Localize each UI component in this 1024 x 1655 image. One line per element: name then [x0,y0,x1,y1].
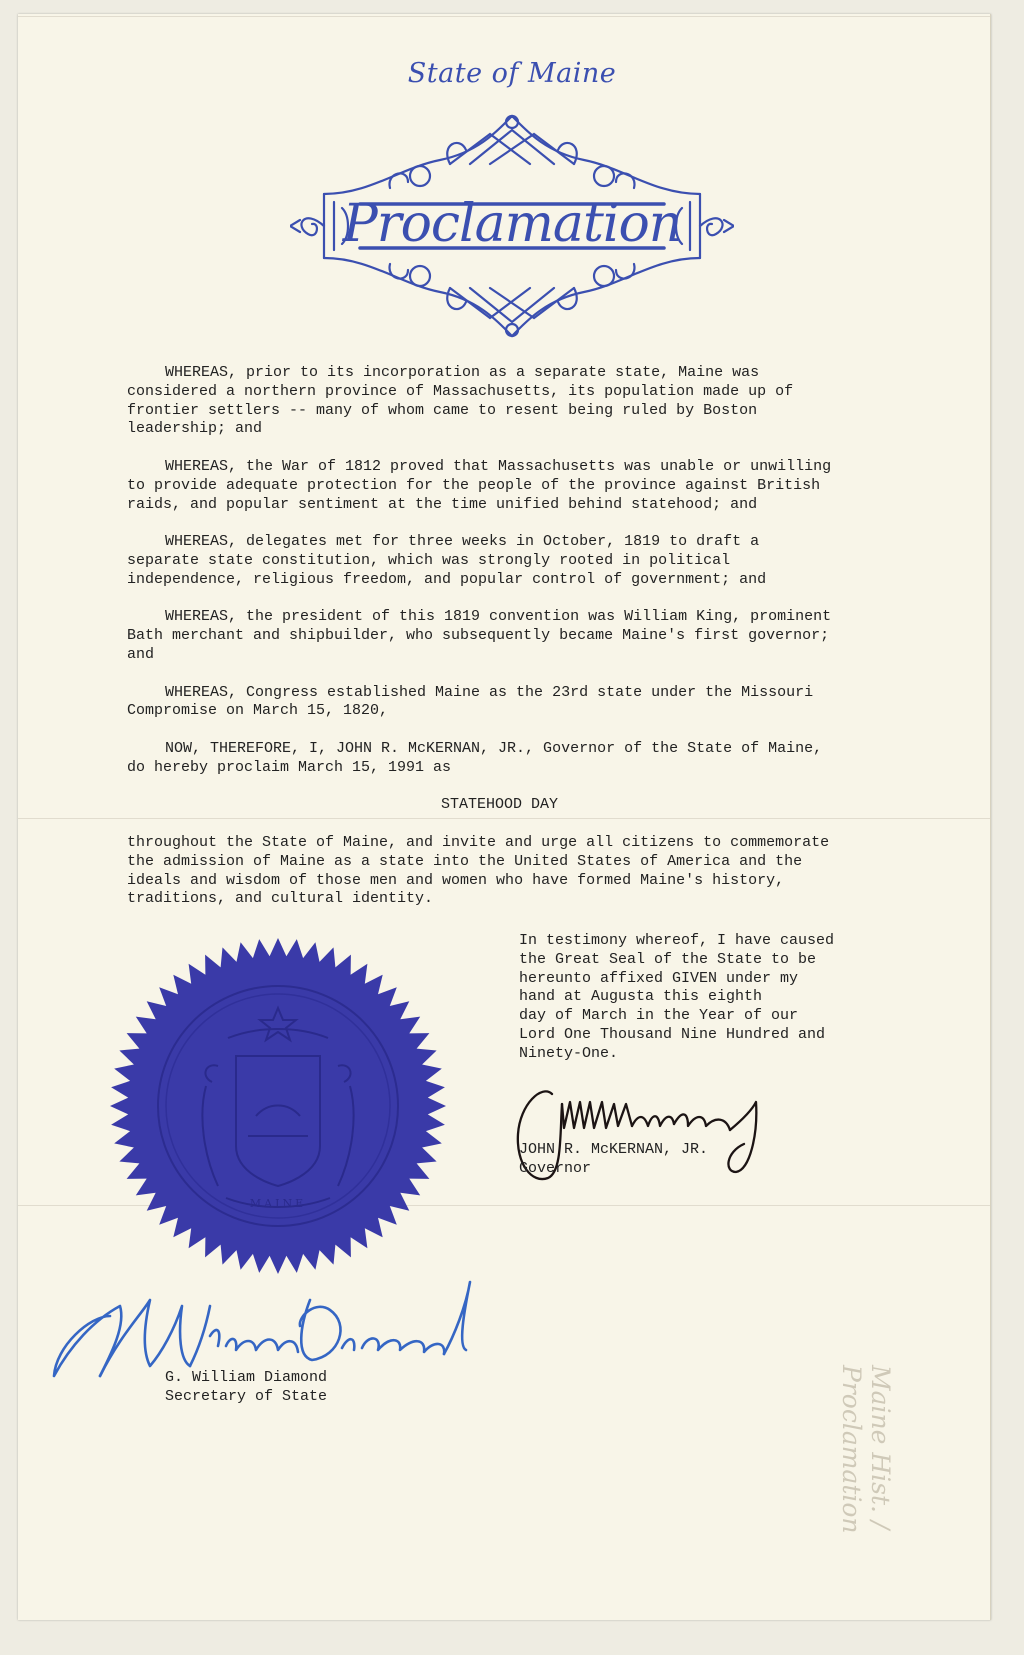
whereas-paragraph-2: WHEREAS, the War of 1812 proved that Massachusetts was unable or unwilling to provide adequate protection for the people of the province against British raids, and popular sentiment at the time unified behind statehood; and [127,457,832,513]
great-seal-of-maine-icon [108,936,448,1276]
seal-emboss-text: MAINE [249,1197,307,1210]
margin-pencil-note: Maine Hist. / Proclamation [837,1365,895,1534]
testimony-clause: In testimony whereof, I have caused the Great Seal of the State to be hereunto affixed GIVEN under my hand at Augusta this eighth day of March in the Year of our Lord One Thousand Nine Hundred and Ninety-One. [519,932,835,1062]
now-therefore-paragraph: NOW, THEREFORE, I, JOHN R. McKERNAN, JR., Governor of the State of Maine, do hereby proclaim March 15, 1991 as [127,739,823,776]
secretary-name: G. William Diamond [165,1369,328,1386]
whereas-paragraph-4: WHEREAS, the president of this 1819 convention was William King, prominent Bath merchant and shipbuilder, who subsequently became Maine's first governor; and [127,608,832,663]
governor-signature-block [519,1141,708,1179]
secretary-signature-block [165,1369,327,1407]
proclamation-body [127,364,927,928]
whereas-paragraph-5: WHEREAS, Congress established Maine as the 23rd state under the Missouri Compromise on March 15, 1820, [127,683,814,720]
closing-paragraph: throughout the State of Maine, and invite and urge all citizens to commemorate the admission of Maine as a state into the United States of America and the ideals and wisdom of those men and women who have formed Maine's history, traditions, and cultural identity. [127,833,830,908]
whereas-paragraph-1: WHEREAS, prior to its incorporation as a separate state, Maine was considered a northern province of Massachusetts, its population made up of frontier settlers -- many of whom came to resent being ruled by Boston leadership; and [127,364,794,438]
top-edge [18,16,990,17]
statehood-day-title: STATEHOOD DAY [440,796,559,814]
state-title: State of Maine [407,58,617,89]
governor-title: Governor [519,1159,592,1177]
governor-name: JOHN R. McKERNAN, JR. [519,1141,709,1158]
secretary-title: Secretary of State [165,1387,328,1405]
proclamation-heading: Proclamation [342,194,682,254]
whereas-paragraph-3: WHEREAS, delegates met for three weeks in October, 1819 to draft a separate state constitution, which was strongly rooted in political independence, religious freedom, and popular control of government; and [127,533,767,588]
governor-signature [512,1074,782,1204]
